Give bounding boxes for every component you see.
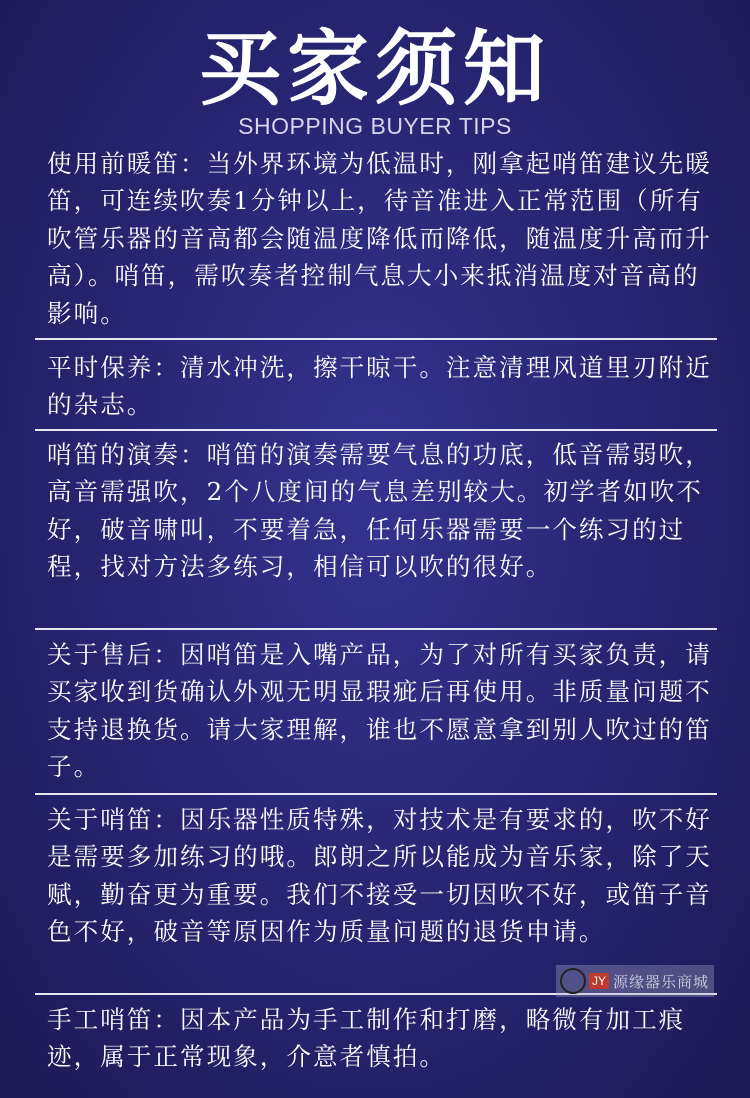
divider xyxy=(35,628,717,630)
divider xyxy=(35,429,717,431)
divider xyxy=(35,338,717,340)
watermark-tag: JY xyxy=(589,973,609,989)
watermark-text: 源缘器乐商城 xyxy=(613,972,710,991)
notice-about-whistle xyxy=(47,801,712,951)
notice-text: 关于售后：因哨笛是入嘴产品，为了对所有买家负责，请买家收到货确认外观无明显瑕疵后再使用。非质量问题不支持退换货。请大家理解，谁也不愿意拿到别人吹过的笛子。 xyxy=(47,640,712,782)
notice-after-sales xyxy=(47,636,712,786)
page-title: 买家须知 xyxy=(198,22,551,117)
notice-handmade xyxy=(47,1001,712,1076)
store-watermark xyxy=(556,965,714,997)
notice-text: 关于哨笛：因乐器性质特殊，对技术是有要求的，吹不好是需要多加练习的哦。郎朗之所以能成为音乐家，除了天赋，勤奋更为重要。我们不接受一切因吹不好，或笛子音色不好，破音等原因作为质量问题的退货申请。 xyxy=(47,805,712,947)
notice-text: 使用前暖笛：当外界环境为低温时，刚拿起哨笛建议先暖笛，可连续吹奏1分钟以上，待音准进入正常范围（所有吹管乐器的音高都会随温度降低而降低，随温度升高而升高）。哨笛，需吹奏者控制气息大小来抵消温度对音高的影响。 xyxy=(47,149,712,328)
divider xyxy=(35,793,717,795)
notice-playing xyxy=(47,436,712,586)
notice-warm-up xyxy=(47,145,712,332)
notice-text: 手工哨笛：因本产品为手工制作和打磨，略微有加工痕迹，属于正常现象，介意者慎拍。 xyxy=(47,1005,686,1072)
notice-maintenance xyxy=(47,349,712,424)
store-logo-icon xyxy=(560,968,586,994)
page-subtitle: SHOPPING BUYER TIPS xyxy=(238,113,512,139)
notice-text: 平时保养：清水冲洗，擦干晾干。注意清理风道里刃附近的杂志。 xyxy=(47,353,712,420)
notice-text: 哨笛的演奏：哨笛的演奏需要气息的功底，低音需弱吹，高音需强吹，2个八度间的气息差别较大。初学者如吹不好，破音啸叫，不要着急，任何乐器需要一个练习的过程，找对方法多练习，相信可以吹的很好。 xyxy=(47,440,712,582)
